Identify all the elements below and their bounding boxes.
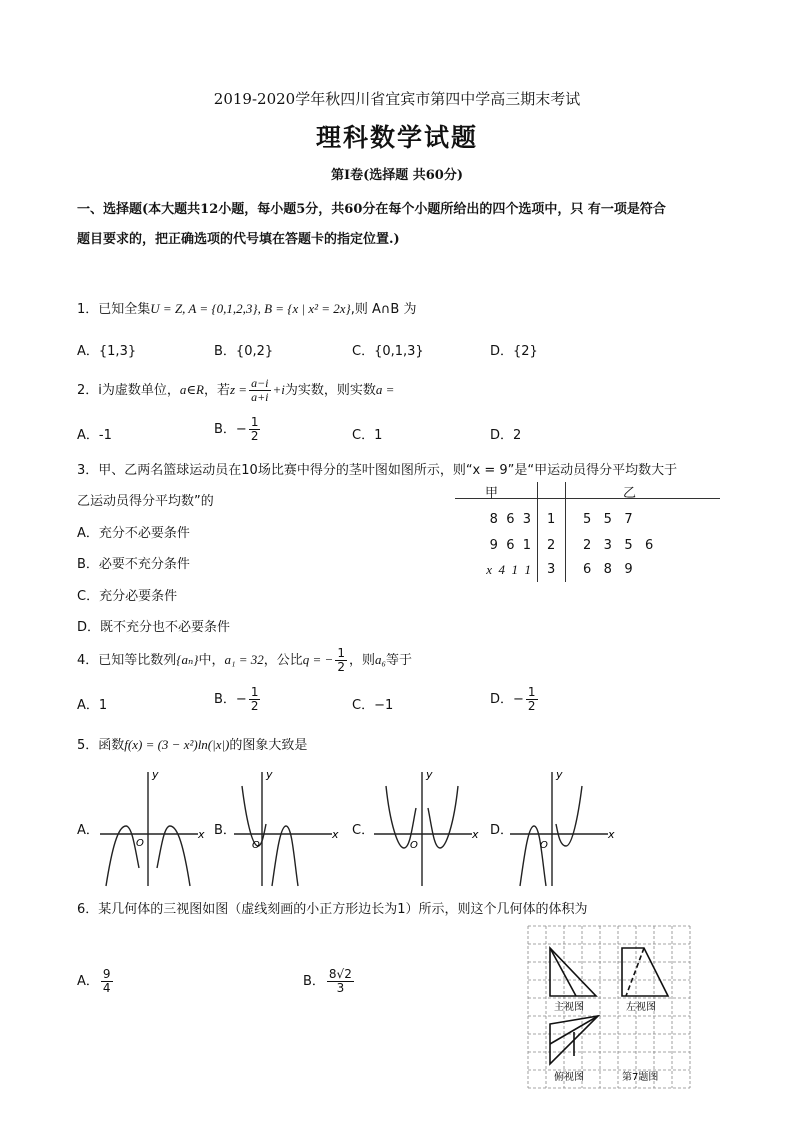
q4-option-d-num: 1 [527, 685, 536, 699]
graph-d-origin: O [540, 840, 548, 851]
graph-d-curve [520, 786, 582, 886]
graph-b-y-label: y [266, 768, 273, 781]
graph-a-y-label: y [152, 768, 159, 781]
q4-option-d-label: D．− [490, 692, 524, 707]
q4-option-b [214, 682, 262, 718]
question-5-func: f(x) = (3 − x²)ln(|x|) [124, 737, 230, 752]
graph-b-origin: O [252, 840, 260, 851]
exam-title: 理科数学试题 [315, 123, 478, 152]
question-2-z: z = [229, 382, 248, 397]
question-4-end: 等于 [386, 653, 413, 668]
table-divider-left [537, 482, 538, 582]
q4-option-b-den: 2 [250, 699, 259, 713]
question-2-prefix: 2．i为虚数单位， [77, 383, 180, 398]
q3-option-d: D．既不充分也不必要条件 [77, 620, 231, 635]
table-row-2-right: 2 3 5 6 [583, 538, 654, 553]
q5-option-c: C． [352, 823, 375, 838]
q5-option-d: D． [490, 823, 514, 838]
q2-option-b [214, 412, 262, 448]
q6-option-b-label: B． [303, 974, 325, 989]
graph-c-x-label: x [472, 828, 479, 841]
q3-option-b: B．必要不充分条件 [77, 557, 190, 572]
question-4-prefix: 4．已知等比数列 [77, 653, 177, 668]
question-4-mid: 中， [198, 653, 225, 668]
table-row-3-left: x 4 1 1 [486, 562, 531, 577]
question-1 [77, 298, 416, 317]
question-2-denominator: a+i [251, 390, 269, 404]
question-4-q-den: 2 [337, 660, 345, 674]
table-row-1-left: 8 6 3 [489, 512, 531, 527]
graph-d-x-label: x [608, 828, 615, 841]
q3-option-a: A．充分不必要条件 [77, 526, 190, 541]
q5-option-a: A． [77, 823, 99, 838]
question-1-prefix: 1．已知全集 [77, 302, 151, 317]
question-2-fraction [249, 377, 270, 404]
question-2-mid: ，若 [203, 383, 230, 398]
question-4-a6: a₆ [374, 652, 387, 667]
q2-option-b-fraction [249, 416, 261, 443]
q2-option-b-label: B．− [214, 422, 247, 437]
top-view-shape [550, 1016, 598, 1064]
graph-a-origin: O [136, 838, 144, 849]
q2-option-b-den: 2 [250, 429, 259, 443]
q4-option-d [490, 682, 540, 718]
q1-option-a: A．{1,3} [77, 344, 137, 359]
table-row-3-right: 6 8 9 [583, 562, 633, 577]
question-2 [77, 372, 394, 409]
q2-option-d: D．2 [490, 428, 522, 443]
q2-option-a: A．-1 [77, 428, 112, 443]
q4-option-b-num: 1 [250, 685, 259, 699]
q6-option-b-den: 3 [336, 981, 345, 995]
question-4-ratio-label: ，公比 [263, 653, 303, 668]
side-view-shape [622, 948, 668, 996]
graph-b [232, 768, 342, 888]
graph-b-curve [242, 786, 298, 886]
table-row-1-right: 5 5 7 [583, 512, 633, 527]
graph-c [372, 768, 482, 888]
top-view-label: 俯视图 [554, 1072, 584, 1083]
exam-subtitle: 2019-2020学年秋四川省宜宾市第四中学高三期末考试 [213, 90, 581, 108]
question-2-var: a = [375, 382, 395, 397]
table-head-yi: 乙 [623, 486, 637, 501]
question-1-tail: ,则 A∩B 为 [350, 302, 417, 317]
question-3-line-2: 乙运动员得分平均数”的 [77, 494, 214, 509]
question-2-cond: a∈R [179, 382, 204, 397]
q5-option-b: B． [214, 823, 236, 838]
q4-option-d-den: 2 [527, 699, 536, 713]
graph-d [508, 768, 618, 888]
graph-d-y-label: y [556, 768, 563, 781]
question-2-tail: 为实数，则实数 [284, 383, 376, 398]
q3-option-c: C．充分必要条件 [77, 589, 178, 604]
question-4-q-num: 1 [337, 646, 345, 660]
three-view-figure [526, 924, 692, 1090]
figure-caption: 第7题图 [622, 1072, 659, 1083]
q4-option-b-label: B．− [214, 692, 247, 707]
question-4-a1: a₁ = 32 [224, 652, 264, 667]
graph-a-x-label: x [198, 828, 205, 841]
table-row-1-stem: 1 [547, 512, 556, 527]
q4-option-b-fraction [249, 686, 261, 713]
front-view-label: 主视图 [554, 1002, 584, 1013]
q4-option-c: C．−1 [352, 698, 394, 713]
q6-option-a-fraction [101, 968, 113, 995]
q6-option-a-den: 4 [102, 981, 111, 995]
question-6: 6．某几何体的三视图如图（虚线刻画的小正方形边长为1）所示，则这个几何体的体积为 [77, 902, 588, 917]
front-view-shape [550, 948, 596, 996]
table-divider-right [565, 482, 566, 582]
q1-option-b: B．{0,2} [214, 344, 274, 359]
graph-c-y-label: y [426, 768, 433, 781]
table-row-2-left: 9 6 1 [489, 538, 531, 553]
table-row-2-stem: 2 [547, 538, 556, 553]
stem-leaf-table [455, 482, 720, 582]
q6-option-b-num: 8√2 [328, 967, 352, 981]
table-head-jia: 甲 [485, 486, 499, 501]
table-row-3-stem: 3 [547, 562, 556, 577]
question-1-sets: U = Z, A = {0,1,2,3}, B = {x | x² = 2x} [150, 301, 351, 316]
q6-option-b-fraction [327, 968, 354, 995]
q6-option-a-num: 9 [102, 967, 111, 981]
q6-option-a [77, 962, 115, 1002]
section-heading: 第Ⅰ卷(选择题 共60分) [331, 168, 463, 183]
side-view-label: 左视图 [626, 1002, 656, 1013]
question-5-tail: 的图象大致是 [229, 738, 308, 753]
q4-option-a: A．1 [77, 698, 108, 713]
q2-option-c: C．1 [352, 428, 383, 443]
question-4-seq: {aₙ} [176, 652, 199, 667]
q6-option-a-label: A． [77, 974, 99, 989]
question-5 [77, 734, 307, 753]
graph-a [98, 768, 208, 888]
question-4-q: q = − [302, 652, 334, 667]
q2-option-b-num: 1 [250, 415, 259, 429]
question-3-line-1: 3．甲、乙两名篮球运动员在10场比赛中得分的茎叶图如图所示，则“x = 9”是“甲运动员得分平均数大于 [77, 463, 678, 478]
q1-option-c: C．{0,1,3} [352, 344, 424, 359]
question-4 [77, 642, 412, 679]
q1-option-d: D．{2} [490, 344, 538, 359]
instructions-line-2: 题目要求的，把正确选项的代号填在答题卡的指定位置.) [77, 232, 400, 247]
q4-option-d-fraction [526, 686, 538, 713]
question-5-prefix: 5．函数 [77, 738, 125, 753]
question-4-q-fraction [335, 647, 347, 674]
instructions-line-1: 一、选择题(本大题共12小题，每小题5分，共60分在每个小题所给出的四个选项中，只 有一项是符合 [77, 202, 666, 217]
question-4-tail: ，则 [348, 653, 375, 668]
graph-b-x-label: x [332, 828, 339, 841]
q6-option-b [303, 962, 356, 1002]
question-2-numerator: a−i [251, 376, 269, 390]
question-2-plus: +i [272, 382, 285, 397]
graph-c-origin: O [410, 840, 418, 851]
